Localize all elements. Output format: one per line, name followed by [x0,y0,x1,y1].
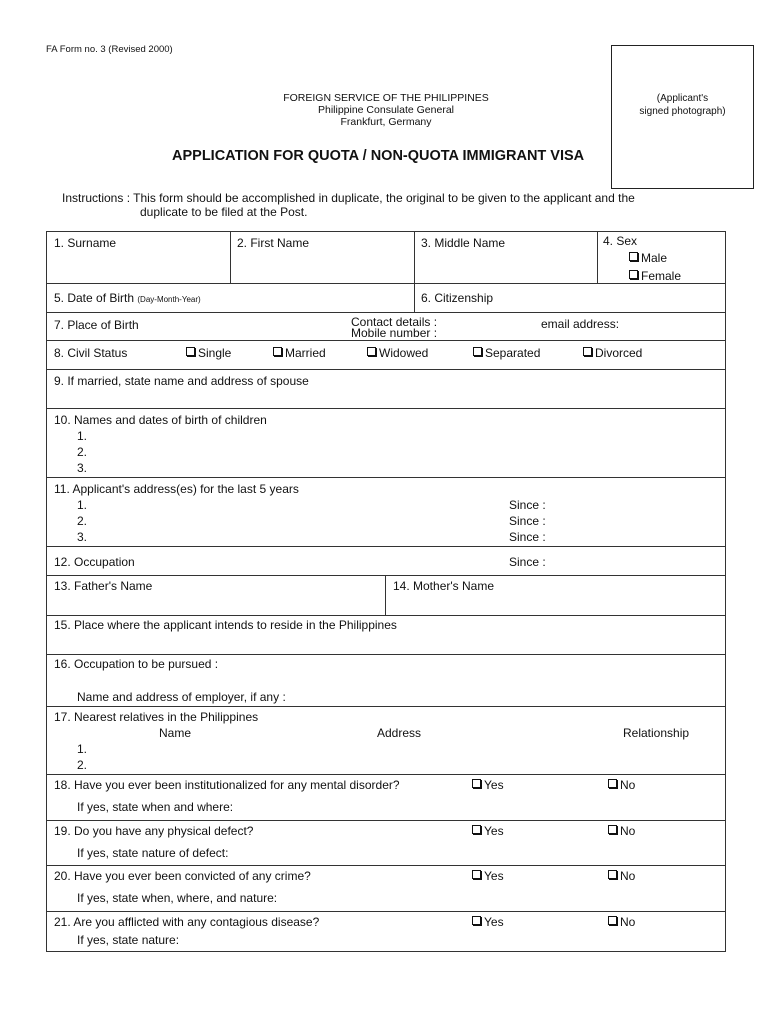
checkbox-icon [583,347,592,356]
relatives-label: 17. Nearest relatives in the Philippines [54,710,259,724]
married-checkbox[interactable]: Married [273,346,326,360]
checkbox-icon [472,779,481,788]
form-code: FA Form no. 3 (Revised 2000) [46,44,173,55]
sex-female-checkbox[interactable]: Female [629,269,681,283]
address-1-field[interactable]: 1. [77,498,88,512]
checkbox-icon [629,270,638,279]
dob-field[interactable]: 5. Date of Birth (Day-Month-Year) [54,291,201,305]
father-name-field[interactable]: 13. Father's Name [54,579,153,593]
checkbox-icon [472,825,481,834]
divorced-checkbox[interactable]: Divorced [583,346,642,360]
widowed-checkbox[interactable]: Widowed [367,346,428,360]
sex-male-checkbox[interactable]: Male [629,251,667,265]
header-line-2: Philippine Consulate General [317,104,454,116]
relatives-address-header: Address [377,726,422,740]
checkbox-icon [472,870,481,879]
address-2-field[interactable]: 2. [77,514,88,528]
checkbox-icon [472,916,481,925]
child-1-field[interactable]: 1. [77,429,88,443]
single-checkbox[interactable]: Single [186,346,231,360]
question-19: 19. Do you have any physical defect? [54,824,254,838]
question-21: 21. Are you afflicted with any contagious disease? [54,915,320,929]
checkbox-icon [608,779,617,788]
children-label: 10. Names and dates of birth of children [54,413,267,427]
civil-status-label: 8. Civil Status [54,346,128,360]
addresses-label: 11. Applicant's address(es) for the last 5 years [54,482,299,496]
instructions-line-2: duplicate to be filed at the Post. [140,205,308,219]
checkbox-icon [473,347,482,356]
middle-name-field[interactable]: 3. Middle Name [421,236,506,250]
q18-yes-checkbox[interactable]: Yes [472,778,504,792]
photo-box [611,45,754,189]
q19-yes-checkbox[interactable]: Yes [472,824,504,838]
q21-no-checkbox[interactable]: No [608,915,635,929]
relative-2-field[interactable]: 2. [77,758,88,772]
instructions-line-1: Instructions : This form should be accomplished in duplicate, the original to be given to the applicant and the [62,191,635,205]
child-2-field[interactable]: 2. [77,445,88,459]
relatives-relationship-header: Relationship [623,726,690,740]
photo-label-2: signed photograph) [639,106,726,117]
q20-no-checkbox[interactable]: No [608,869,635,883]
surname-field[interactable]: 1. Surname [54,236,117,250]
header-block [266,92,506,128]
checkbox-icon [273,347,282,356]
child-3-field[interactable]: 3. [77,461,88,475]
contact-details-field[interactable] [351,317,437,339]
application-form [46,231,726,952]
checkbox-icon [629,252,638,261]
q21-details-field[interactable]: If yes, state nature: [77,933,180,947]
occupation-pursued-field[interactable]: 16. Occupation to be pursued : [54,657,219,671]
checkbox-icon [186,347,195,356]
question-18: 18. Have you ever been institutionalized for any mental disorder? [54,778,400,792]
checkbox-icon [608,870,617,879]
occupation-field[interactable]: 12. Occupation [54,555,135,569]
separated-checkbox[interactable]: Separated [473,346,540,360]
mother-name-field[interactable]: 14. Mother's Name [393,579,494,593]
address-1-since[interactable]: Since : [509,498,546,512]
contact-details-label: Contact details : [351,315,438,329]
spouse-field[interactable]: 9. If married, state name and address of spouse [54,374,309,388]
address-3-since[interactable]: Since : [509,530,546,544]
question-20: 20. Have you ever been convicted of any crime? [54,869,311,883]
q20-yes-checkbox[interactable]: Yes [472,869,504,883]
checkbox-icon [608,916,617,925]
citizenship-field[interactable]: 6. Citizenship [421,291,494,305]
q18-no-checkbox[interactable]: No [608,778,635,792]
page-title: APPLICATION FOR QUOTA / NON-QUOTA IMMIGRANT VISA [172,148,585,164]
checkbox-icon [608,825,617,834]
reside-field[interactable]: 15. Place where the applicant intends to reside in the Philippines [54,618,397,632]
relatives-name-header: Name [159,726,192,740]
q19-no-checkbox[interactable]: No [608,824,635,838]
email-field[interactable]: email address: [541,317,620,331]
photo-label-1: (Applicant's [656,93,709,104]
header-line-3: Frankfurt, Germany [340,116,432,128]
address-2-since[interactable]: Since : [509,514,546,528]
header-line-1: FOREIGN SERVICE OF THE PHILIPPINES [283,92,489,104]
place-of-birth-field[interactable]: 7. Place of Birth [54,318,139,332]
q20-details-field[interactable]: If yes, state when, where, and nature: [77,891,278,905]
relative-1-field[interactable]: 1. [77,742,88,756]
q19-details-field[interactable]: If yes, state nature of defect: [77,846,229,860]
q18-details-field[interactable]: If yes, state when and where: [77,800,234,814]
employer-field[interactable]: Name and address of employer, if any : [77,690,286,704]
q21-yes-checkbox[interactable]: Yes [472,915,504,929]
mobile-number-label: Mobile number : [351,326,438,340]
checkbox-icon [367,347,376,356]
address-3-field[interactable]: 3. [77,530,88,544]
occupation-since[interactable]: Since : [509,555,546,569]
first-name-field[interactable]: 2. First Name [237,236,310,250]
sex-label: 4. Sex [603,234,638,248]
